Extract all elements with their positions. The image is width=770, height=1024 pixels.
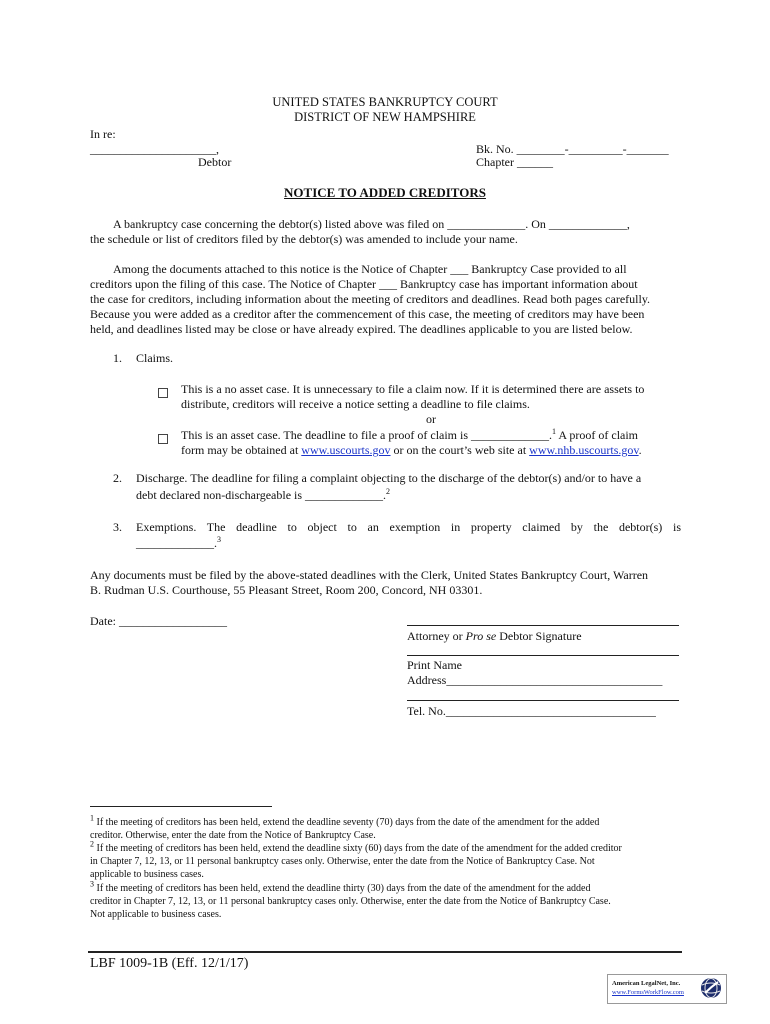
attorney-text: Attorney or xyxy=(407,629,466,643)
court-site-text: or on the court’s web site at xyxy=(390,443,530,457)
exemptions-deadline-blank: _____________. xyxy=(136,536,217,550)
asset-checkbox[interactable] xyxy=(158,430,168,448)
no-asset-checkbox[interactable] xyxy=(158,384,168,402)
debtor-label: Debtor xyxy=(198,155,232,169)
pro-se-text: Pro se xyxy=(465,629,497,643)
asset-proof-text: A proof of claim xyxy=(556,428,639,442)
form-obtain-text: form may be obtained at xyxy=(181,443,302,457)
signature-label xyxy=(407,629,582,644)
in-re-label: In re: xyxy=(90,127,116,141)
footnote-1 xyxy=(90,813,682,842)
exemptions-line-1: Exemptions. The deadline to object to an exemption in property claimed by the debtor(s) is xyxy=(136,520,681,534)
uscourts-link[interactable]: www.uscourts.gov xyxy=(301,443,391,457)
discharge-deadline-text: debt declared non-dischargeable is _____________. xyxy=(136,488,387,502)
item-2-number: 2. xyxy=(113,471,122,485)
footnote-ref-1: 1 xyxy=(552,427,557,436)
or-separator: or xyxy=(426,412,436,426)
exemptions-line-2 xyxy=(136,536,221,551)
notice-title: NOTICE TO ADDED CREDITORS xyxy=(284,185,486,200)
nhb-uscourts-link[interactable]: www.nhb.uscourts.gov xyxy=(529,443,639,457)
filing-note-line-2: B. Rudman U.S. Courthouse, 55 Pleasant Street, Room 200, Concord, NH 03301. xyxy=(90,583,483,597)
address-line-2[interactable] xyxy=(407,700,679,701)
debtor-signature-text: Debtor Signature xyxy=(496,629,582,643)
period: . xyxy=(638,443,642,457)
brand-url-link[interactable]: www.FormsWorkFlow.com xyxy=(612,989,684,996)
footnote-2 xyxy=(90,839,682,881)
address-field[interactable]: Address____________________________________ xyxy=(407,673,663,687)
date-field[interactable]: Date: __________________ xyxy=(90,614,227,628)
footnote-separator xyxy=(90,806,272,807)
paragraph-1-line-1: A bankruptcy case concerning the debtor(s) listed above was filed on _____________. On _____________, xyxy=(113,217,630,231)
footnote-ref-3: 3 xyxy=(217,535,221,544)
print-name-label: Print Name xyxy=(407,658,462,672)
brand-box xyxy=(607,974,727,1004)
court-district: DISTRICT OF NEW HAMPSHIRE xyxy=(294,110,476,124)
paragraph-2-line: Among the documents attached to this notice is the Notice of Chapter ___ Bankruptcy Case provided to all xyxy=(113,262,627,276)
footer-rule xyxy=(88,951,682,953)
footnote-2-line-1: If the meeting of creditors has been held, extend the deadline sixty (60) days from the date of the amendment for the added creditor xyxy=(94,843,622,854)
footnote-3-number: 3 xyxy=(90,879,94,889)
item-1-label: Claims. xyxy=(136,351,174,365)
asset-line-1 xyxy=(181,428,638,443)
footnote-1-number: 1 xyxy=(90,813,94,823)
footnote-2-number: 2 xyxy=(90,839,94,849)
chapter-number: Chapter ______ xyxy=(476,155,553,169)
discharge-line-2 xyxy=(136,488,390,503)
brand-name: American LegalNet, Inc. xyxy=(612,980,681,987)
paragraph-2-line: the case for creditors, including information about the meeting of creditors and deadlines. Read both pages carefully. xyxy=(90,292,651,306)
signature-line[interactable] xyxy=(407,625,679,626)
filing-note-line-1: Any documents must be filed by the above-stated deadlines with the Clerk, United States Bankruptcy Court, Warren xyxy=(90,568,649,582)
bk-number: Bk. No. ________-_________-_______ xyxy=(476,142,669,156)
paragraph-2-line: Because you were added as a creditor after the commencement of this case, the meeting of creditors may have been xyxy=(90,307,645,321)
footnote-1-line-2: creditor. Otherwise, enter the date from the Notice of Bankruptcy Case. xyxy=(90,830,376,841)
debtor-blank: _____________________, xyxy=(90,142,219,156)
print-name-line[interactable] xyxy=(407,655,679,656)
footnote-1-line-1: If the meeting of creditors has been held, extend the deadline seventy (70) days from the date of the amendment for the added xyxy=(94,817,600,828)
footnote-ref-2: 2 xyxy=(386,487,391,496)
no-asset-line-2: distribute, creditors will receive a notice setting a deadline to file claims. xyxy=(181,397,530,411)
tel-field[interactable]: Tel. No.___________________________________ xyxy=(407,704,656,718)
footnote-3-line-2: creditor in Chapter 7, 12, 13, or 11 personal bankruptcy cases only. Otherwise, enter the date from the Notice of Bankruptcy Case. xyxy=(90,896,611,907)
paragraph-2-line: held, and deadlines listed may be close or have already expired. The deadlines applicable to you are listed below. xyxy=(90,322,633,336)
discharge-line-1: Discharge. The deadline for filing a complaint objecting to the discharge of the debtor(s) and/or to have a xyxy=(136,471,642,485)
footnote-3 xyxy=(90,879,682,921)
globe-logo-icon xyxy=(700,977,722,999)
form-id: LBF 1009-1B (Eff. 12/1/17) xyxy=(90,956,249,971)
footnote-2-line-2: in Chapter 7, 12, 13, or 11 personal bankruptcy cases only. Otherwise, enter the date from the Notice of Bankruptcy Case. Not xyxy=(90,856,595,867)
footnote-2-line-3: applicable to business cases. xyxy=(90,869,204,880)
asset-deadline-text: This is an asset case. The deadline to file a proof of claim is _____________. xyxy=(181,428,553,442)
footnote-3-line-1: If the meeting of creditors has been held, extend the deadline thirty (30) days from the date of the amendment for the added xyxy=(94,883,591,894)
paragraph-2-line: creditors upon the filing of this case. The Notice of Chapter ___ Bankruptcy case has important information about xyxy=(90,277,638,291)
footnote-3-line-3: Not applicable to business cases. xyxy=(90,909,222,920)
no-asset-line-1: This is a no asset case. It is unnecessary to file a claim now. If it is determined there are assets to xyxy=(181,382,645,396)
court-name: UNITED STATES BANKRUPTCY COURT xyxy=(272,95,498,109)
item-3-number: 3. xyxy=(113,520,122,534)
item-1-number: 1. xyxy=(113,351,122,365)
asset-line-2 xyxy=(181,443,642,458)
paragraph-1-line-2: the schedule or list of creditors filed by the debtor(s) was amended to include your name. xyxy=(90,232,518,246)
